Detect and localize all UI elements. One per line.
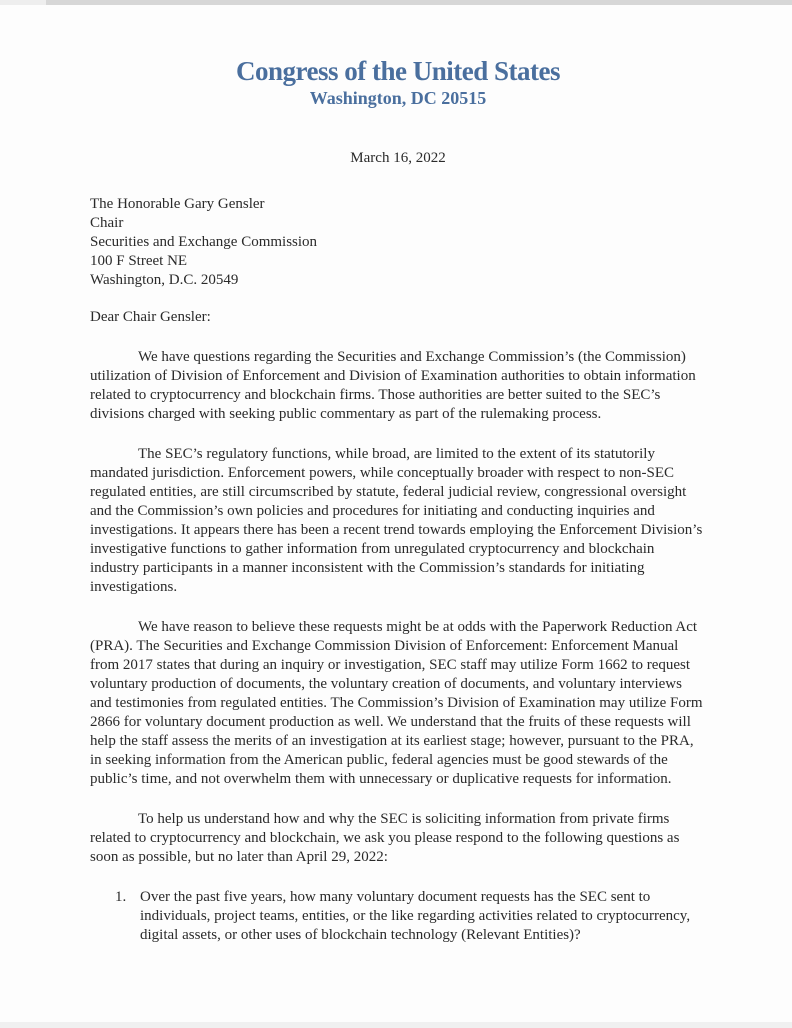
salutation: Dear Chair Gensler:	[90, 309, 211, 325]
recipient-address	[90, 195, 706, 290]
congress-title: Congress of the United States	[236, 56, 560, 86]
question-number: 1.	[115, 889, 127, 905]
question-item	[115, 888, 706, 945]
address-line-title: Chair	[90, 215, 124, 231]
address-line-street: 100 F Street NE	[90, 253, 188, 269]
question-list	[90, 888, 706, 945]
body-paragraph-4: To help us understand how and why the SEC is soliciting information from private firms related to cryptocurrency and blockchain, we ask you please respond to the following questions as soon as possible, but no later than April 29, 2022:	[90, 811, 680, 865]
address-line-name: The Honorable Gary Gensler	[90, 196, 265, 212]
body-paragraph-3: We have reason to believe these requests might be at odds with the Paperwork Reduction Act (PRA). The Securities and Exchange Commission Division of Enforcement: Enforcement Manual from 2017 states that during an inquiry or investigation, SEC staff may utilize Form 1662 to request voluntary production of documents, the voluntary creation of documents, and voluntary interviews and testimonies from regulated entities. The Commission’s Division of Examination may utilize Form 2866 for voluntary document production as well. We understand that the fruits of these requests will help the staff assess the merits of an investigation at its earliest stage; however, pursuant to the PRA, in seeking information from the American public, federal agencies must be good stewards of the public’s time, and not overwhelm them with unnecessary or duplicative requests for information.	[90, 619, 703, 787]
address-line-city: Washington, D.C. 20549	[90, 272, 239, 288]
letter-date: March 16, 2022	[350, 150, 446, 166]
body-paragraph-2: The SEC’s regulatory functions, while broad, are limited to the extent of its statutorily mandated jurisdiction. Enforcement powers, while conceptually broader with respect to non-SEC regulated entities, are still circumscribed by statute, federal judicial review, congressional oversight and the Commission’s own policies and procedures for initiating and conducting inquiries and investigations. It appears there has been a recent trend towards employing the Enforcement Division’s investigative functions to gather information from unregulated cryptocurrency and blockchain industry participants in a manner inconsistent with the Commission’s standards for initiating investigations.	[90, 446, 703, 595]
letterhead	[90, 56, 706, 109]
body-paragraph-1: We have questions regarding the Securities and Exchange Commission’s (the Commission) utilization of Division of Enforcement and Division of Examination authorities to obtain information related to cryptocurrency and blockchain firms. Those authorities are better suited to the SEC’s divisions charged with seeking public commentary as part of the rulemaking process.	[90, 349, 696, 422]
scan-edge-bottom	[0, 1022, 792, 1028]
scan-edge-top	[0, 0, 792, 5]
question-text: Over the past five years, how many voluntary document requests has the SEC sent to individuals, project teams, entities, or the like regarding activities related to cryptocurrency, digital assets, or other uses of blockchain technology (Relevant Entities)?	[140, 889, 691, 943]
scan-edge-top-left	[0, 0, 46, 5]
letterhead-city-zip: Washington, DC 20515	[309, 88, 487, 108]
address-line-org: Securities and Exchange Commission	[90, 234, 318, 250]
